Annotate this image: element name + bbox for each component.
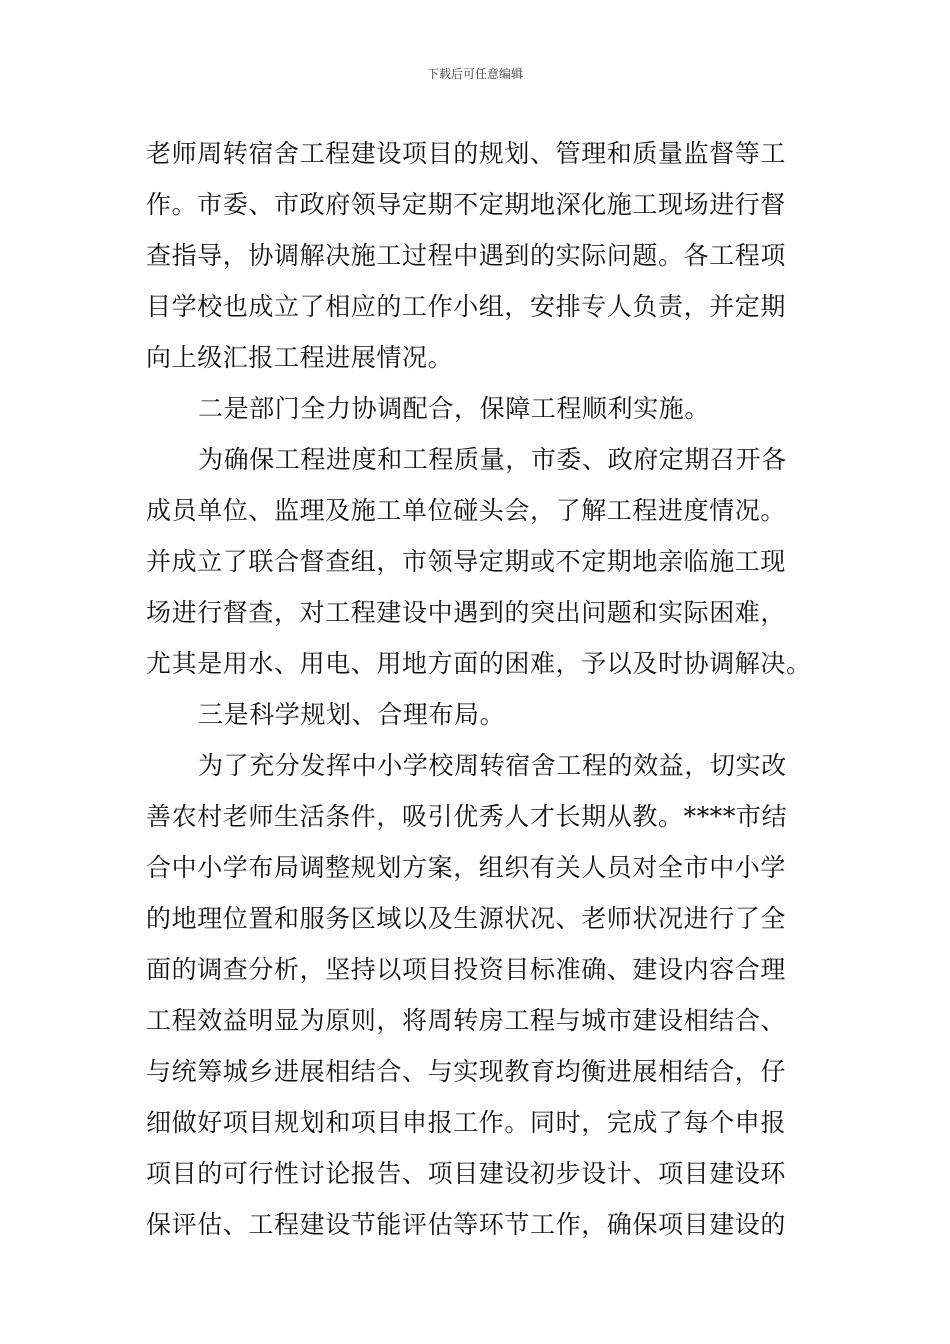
- text-line: 尤其是用水、用电、用地方面的困难，予以及时协调解决。: [146, 649, 812, 678]
- text-line: 成员单位、监理及施工单位碰头会，了解工程进度情况。: [146, 496, 787, 525]
- text-line: 工程效益明显为原则，将周转房工程与城市建设相结合、: [146, 1006, 787, 1035]
- page-header: 下载后可任意编辑: [426, 67, 523, 81]
- text-line: 保评估、工程建设节能评估等环节工作，确保项目建设的: [146, 1210, 787, 1239]
- text-line: 善农村老师生活条件，吸引优秀人才长期从教。****市结: [146, 802, 788, 831]
- text-line: 查指导，协调解决施工过程中遇到的实际问题。各工程项: [146, 241, 787, 270]
- text-line: 向上级汇报工程进展情况。: [146, 343, 454, 372]
- text-line: 的地理位置和服务区域以及生源状况、老师状况进行了全: [146, 904, 787, 933]
- text-line: 场进行督查，对工程建设中遇到的突出问题和实际困难，: [146, 598, 787, 627]
- text-line: 与统筹城乡进展相结合、与实现教育均衡进展相结合，仔: [146, 1057, 787, 1086]
- text-line: 目学校也成立了相应的工作小组，安排专人负责，并定期: [146, 292, 787, 321]
- section-heading: 二是部门全力协调配合，保障工程顺利实施。: [198, 394, 711, 423]
- text-line: 项目的可行性讨论报告、项目建设初步设计、项目建设环: [146, 1159, 787, 1188]
- text-line: 并成立了联合督查组，市领导定期或不定期地亲临施工现: [146, 547, 787, 576]
- text-line: 老师周转宿舍工程建设项目的规划、管理和质量监督等工: [146, 139, 787, 168]
- text-line: 合中小学布局调整规划方案，组织有关人员对全市中小学: [146, 853, 787, 882]
- paragraph-start-line: 为确保工程进度和工程质量，市委、政府定期召开各: [198, 445, 787, 474]
- paragraph-start-line: 为了充分发挥中小学校周转宿舍工程的效益，切实改: [198, 751, 787, 780]
- document-body: [146, 128, 816, 1250]
- text-line: 作。市委、市政府领导定期不定期地深化施工现场进行督: [146, 190, 787, 219]
- section-heading: 三是科学规划、合理布局。: [198, 700, 506, 729]
- text-line: 面的调查分析，坚持以项目投资目标准确、建设内容合理: [146, 955, 787, 984]
- text-line: 细做好项目规划和项目申报工作。同时，完成了每个申报: [146, 1108, 787, 1137]
